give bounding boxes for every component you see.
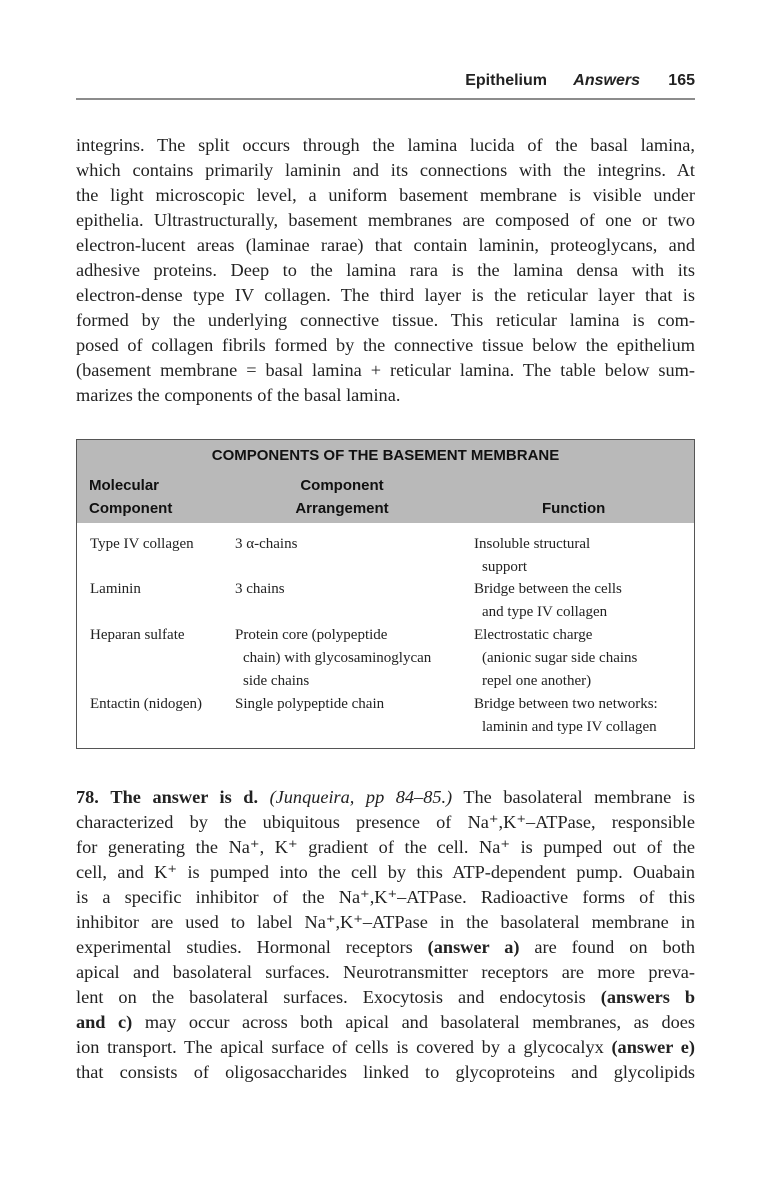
cell-component: Laminin: [90, 581, 141, 597]
text-span: The basolateral membrane is: [463, 787, 695, 807]
text-line: formed by the underlying connective tissue. This reticular lamina is com-: [76, 310, 695, 330]
cell-line: and type IV collagen: [482, 604, 608, 620]
running-header: [76, 72, 695, 100]
section-title: Answers: [573, 72, 640, 89]
text-line: inhibitor are used to label Na⁺,K⁺–ATPase in the basolateral membrane in: [76, 912, 695, 932]
text-line: (basement membrane = basal lamina + reticular lamina. The table below sum-: [76, 360, 695, 380]
cell-line: laminin and type IV collagen: [482, 719, 657, 735]
chapter-title: Epithelium: [465, 72, 547, 89]
cell-line: repel one another): [482, 673, 592, 689]
header-line: Component: [89, 500, 173, 517]
cell-line: (anionic sugar side chains: [482, 650, 638, 666]
text-span: are found on both: [534, 937, 695, 957]
answer-reference: (answer e): [611, 1037, 696, 1057]
cell-line: Insoluble structural: [474, 536, 591, 552]
cell-line: Bridge between two networks:: [474, 696, 658, 712]
cell-line: Single polypeptide chain: [235, 696, 385, 712]
cell-component: Heparan sulfate: [90, 627, 185, 643]
cell-function: [474, 693, 689, 739]
text-line: [76, 1035, 695, 1060]
text-span: may occur across both apical and basolateral membranes, as does: [144, 1012, 695, 1032]
text-line: marizes the components of the basal lamina.: [76, 385, 401, 405]
text-line: apical and basolateral surfaces. Neurotransmitter receptors are more preva-: [76, 962, 695, 982]
header-line: Arrangement: [295, 500, 389, 517]
text-line: the light microscopic level, a uniform basement membrane is visible under: [76, 185, 695, 205]
text-line: is a specific inhibitor of the Na⁺,K⁺–ATPase. Radioactive forms of this: [76, 887, 695, 907]
cell-arrangement: [235, 693, 465, 716]
paragraph-answer-78: [76, 785, 695, 1085]
answer-reference: (answer a): [427, 937, 520, 957]
cell-line: Electrostatic charge: [474, 627, 593, 643]
question-number: 78.: [76, 787, 99, 807]
text-line: which contains primarily laminin and its connections with the integrins. At: [76, 160, 695, 180]
paragraph-basal-lamina: [76, 133, 695, 408]
cell-line: Protein core (polypeptide: [235, 627, 388, 643]
text-line: adhesive proteins. Deep to the lamina rara is the lamina densa with its: [76, 260, 695, 280]
text-line: electron-lucent areas (laminae rarae) that contain laminin, proteoglycans, and: [76, 235, 695, 255]
column-header-function: Function: [542, 500, 606, 517]
answer-reference: and c): [76, 1012, 133, 1032]
header-line: Component: [300, 477, 384, 494]
cell-line: 3 α-chains: [235, 536, 298, 552]
cell-component: Type IV collagen: [90, 536, 194, 552]
cell-line: chain) with glycosaminoglycan: [243, 650, 432, 666]
answer-reference: (answers b: [600, 987, 696, 1007]
cell-arrangement: [235, 578, 465, 601]
text-line: that consists of oligosaccharides linked to glycoproteins and glycolipids: [76, 1062, 695, 1082]
text-span: experimental studies. Hormonal receptors: [76, 937, 413, 957]
answer-lead: The answer is d.: [110, 787, 259, 807]
cell-line: side chains: [243, 673, 310, 689]
cell-arrangement: [235, 624, 465, 693]
cell-function: [474, 578, 689, 624]
cell-line: 3 chains: [235, 581, 285, 597]
text-line: epithelia. Ultrastructurally, basement membranes are composed of one or two: [76, 210, 695, 230]
text-line: cell, and K⁺ is pumped into the cell by this ATP-dependent pump. Ouabain: [76, 862, 695, 882]
text-line: posed of collagen fibrils formed by the connective tissue below the epithelium: [76, 335, 695, 355]
column-header-molecular-component: [89, 474, 172, 520]
text-line: for generating the Na⁺, K⁺ gradient of the cell. Na⁺ is pumped out of the: [76, 837, 695, 857]
table-header: [77, 440, 694, 523]
text-line: [76, 1010, 695, 1035]
table-title: COMPONENTS OF THE BASEMENT MEMBRANE: [211, 447, 560, 464]
header-line: Molecular: [89, 477, 160, 494]
basement-membrane-table: [76, 439, 695, 749]
cell-arrangement: [235, 533, 465, 556]
text-line: characterized by the ubiquitous presence of Na⁺,K⁺–ATPase, responsible: [76, 812, 695, 832]
citation: (Junqueira, pp 84–85.): [269, 787, 453, 807]
text-line: electron-dense type IV collagen. The third layer is the reticular layer that is: [76, 285, 695, 305]
text-line: integrins. The split occurs through the lamina lucida of the basal lamina,: [76, 135, 695, 155]
cell-line: Bridge between the cells: [474, 581, 622, 597]
cell-component: Entactin (nidogen): [90, 696, 203, 712]
text-span: ion transport. The apical surface of cells is covered by a glycocalyx: [76, 1037, 604, 1057]
cell-line: support: [482, 559, 527, 575]
text-line: [76, 985, 695, 1010]
cell-function: [474, 624, 689, 693]
page-number: 165: [668, 72, 695, 89]
text-span: lent on the basolateral surfaces. Exocytosis and endocytosis: [76, 987, 586, 1007]
column-header-component-arrangement: [287, 474, 397, 520]
text-line: [76, 785, 695, 810]
cell-function: [474, 533, 689, 579]
text-line: [76, 935, 695, 960]
